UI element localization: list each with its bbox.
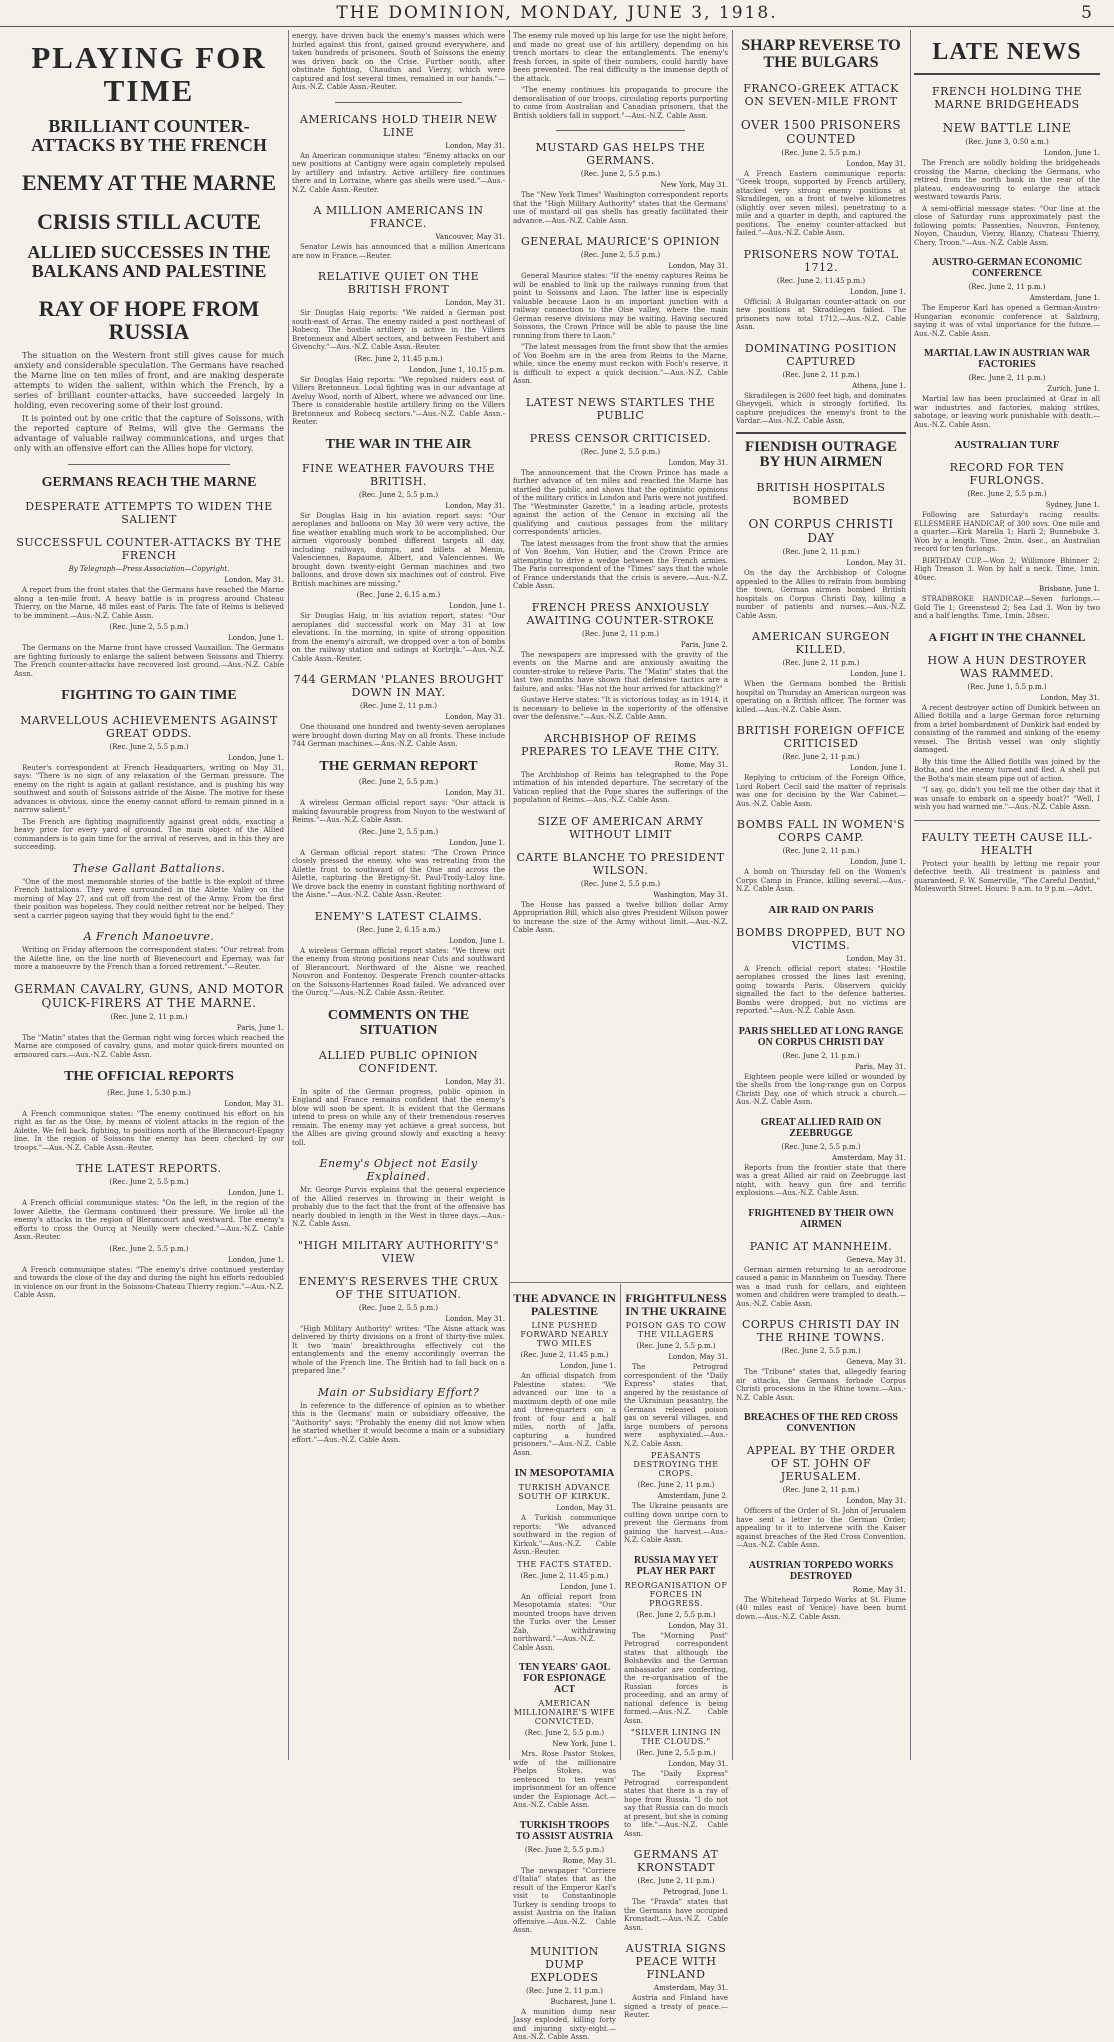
- headline-mustard-gas: MUSTARD GAS HELPS THE GERMANS.: [535, 141, 706, 167]
- dateline: London, May 31.: [1040, 693, 1100, 702]
- column-5: [914, 30, 1100, 1760]
- subhead-silver-lining: "SILVER LINING IN THE CLOUDS.": [630, 1728, 722, 1747]
- subhead-corpus-christi: ON CORPUS CHRISTI DAY: [748, 517, 894, 546]
- dateline: Rome, May 31.: [562, 1856, 616, 1865]
- dateline: London, May 31.: [668, 1621, 728, 1630]
- dateline: London, May 31.: [224, 1099, 284, 1108]
- dateline: London, May 31.: [668, 458, 728, 467]
- dateline: London, June 1.: [560, 1362, 616, 1371]
- masthead-title: THE DOMINION, MONDAY, JUNE 3, 1918.: [336, 3, 778, 23]
- article-paragraph: German airmen returning to an aerodrome caused a panic in Mannheim on Tuesday. There was a mad rush for cellars, and eighteen women and children were trampled to death.—Aus.-N.Z. Cable Assn.: [736, 1265, 906, 1308]
- headline-advance-palestine: THE ADVANCE IN PALESTINE: [513, 1291, 616, 1318]
- dateline: London, June 1.: [560, 1582, 616, 1591]
- received-note: (Rec. June 2, 5.5 p.m.): [636, 1342, 716, 1351]
- article-paragraph: Mr. George Purvis explains that the general experience of the Allied reserves in throwing in their weight is probably due to the fact that the front of the offensive has nearly doubled in length in the West in three days.—Aus.-N.Z. Cable Assn.: [292, 1186, 505, 1229]
- headline-american-army: SIZE OF AMERICAN ARMY WITHOUT LIMIT: [537, 814, 704, 841]
- received-note: (Rec. June 2, 5.5 p.m.): [580, 170, 661, 178]
- subhead-poison-gas: POISON GAS TO COW THE VILLAGERS: [625, 1321, 727, 1340]
- page-number: 5: [1081, 3, 1092, 23]
- article-paragraph: A wireless German official report states: "We threw out the enemy from strong positions near Cuts and southward of Blerancourt. Northward of the Aisne we reached Nouvron and Fontenoy. Desperate French counter-attacks on the Soissons-Hartennes Road failed. We advanced over the Ourcq."—Aus.-N.Z. Cable Assn.-Reuter.: [292, 946, 505, 998]
- subhead-fine-weather: FINE WEATHER FAVOURS THE BRITISH.: [302, 461, 495, 488]
- received-note: (Rec. June 2, 5.5 p.m.): [636, 1610, 716, 1619]
- dateline: Brisbane, June 1.: [1039, 585, 1100, 594]
- dateline: Rome, May 31.: [674, 760, 728, 769]
- article-paragraph: Official: A Bulgarian counter-attack on our new positions at Skradilegen failed. The prisoners now total 1712.—Aus.-N.Z. Cable Assn.: [736, 297, 906, 332]
- received-note: (Rec. June 2, 11 p.m.): [782, 548, 860, 557]
- headline-german-report: THE GERMAN REPORT: [319, 758, 478, 774]
- received-note: (Rec. June 2, 11.45 p.m.): [520, 1351, 609, 1360]
- dateline: Bucharest, June 1.: [550, 1997, 616, 2006]
- article-paragraph: The Germans on the Marne front have crossed Vauxaillon. The Germans are fighting furiously to enlarge the salient between Soissons and Thierry. The French counter-attacks have recovered lost ground.—Aus.-N.Z. Cable Assn.: [14, 644, 284, 678]
- subhead-no-victims: BOMBS DROPPED, BUT NO VICTIMS.: [736, 925, 906, 952]
- dateline: Paris, June 2.: [680, 640, 728, 649]
- subhead-gallant-battalions: These Gallant Battalions.: [72, 861, 226, 875]
- article-paragraph: The "Pravda" states that the Germans have occupied Kronstadt.—Aus.-N.Z. Cable Assn.: [624, 1898, 728, 1932]
- article-paragraph: The Ukraine peasants are cutting down unripe corn to prevent the Germans from gaining the harvest.—Aus.-N.Z. Cable Assn.: [624, 1502, 728, 1545]
- divider: [509, 1282, 732, 1283]
- headline-paris-shelled: PARIS SHELLED AT LONG RANGE ON CORPUS CHRISTI DAY: [738, 1025, 904, 1048]
- received-note: (Rec. June 2, 5.5 p.m.): [109, 1178, 189, 1187]
- column-4: [736, 30, 906, 1760]
- subhead-counter-attacks: SUCCESSFUL COUNTER-ATTACKS BY THE FRENCH: [16, 536, 282, 563]
- subhead-turkish-advance: TURKISH ADVANCE SOUTH OF KIRKUK.: [518, 1483, 611, 1502]
- subhead-marne-bridgeheads: FRENCH HOLDING THE MARNE BRIDGEHEADS: [931, 85, 1083, 112]
- dateline: London, May 31.: [445, 1314, 505, 1323]
- article-paragraph: STRADBROKE HANDICAP.—Seven furlongs.—Gold Tie 1; Greenstead 2; Sea Lad 3. Won by two and a half lengths. Time, 1min. 28sec.: [914, 595, 1100, 621]
- received-note: (Rec. June 2, 5.5 p.m.): [358, 1303, 439, 1312]
- received-note: (Rec. June 2, 11 p.m.): [581, 629, 660, 638]
- received-note: (Rec. June 2, 11 p.m.): [359, 702, 438, 711]
- dateline: London, May 31.: [846, 954, 906, 963]
- received-note: (Rec. June 2, 11 p.m.): [782, 753, 860, 762]
- dateline: Amsterdam, June 2.: [657, 1492, 728, 1501]
- received-note: (Rec. June 2, 11 p.m.): [782, 1486, 860, 1495]
- headline-zeebrugge-raid: GREAT ALLIED RAID ON ZEEBRUGGE: [760, 1116, 882, 1139]
- dateline: Amsterdam, June 1.: [1029, 294, 1100, 303]
- received-note: (Rec. June 2, 5.5 p.m.): [524, 1845, 605, 1854]
- headline-germans-reach-marne: GERMANS REACH THE MARNE: [41, 475, 257, 491]
- article-paragraph: BIRTHDAY CUP.—Won 2; Willimore Bhinner 2; High Treason 3. Won by half a neck. Time, 1min. 40sec.: [914, 556, 1100, 582]
- received-note: (Rec. June 2, 11 p.m.): [782, 1051, 860, 1060]
- headline-enemy-latest-claims: ENEMY'S LATEST CLAIMS.: [314, 909, 483, 923]
- headline-high-military-authority: "HIGH MILITARY AUTHORITY'S" VIEW: [297, 1238, 500, 1265]
- article-paragraph: The "Morning Post" Petrograd correspondent states that although the Bolsheviks and the German ambassador are conferring, the re-organisation of the Russian forces is proceeding, and an army of national defence is being formed.—Aus.-N.Z. Cable Assn.: [624, 1631, 728, 1725]
- article-paragraph: Sir Douglas Haig reports: "We repulsed raiders east of Villers Bretonneux. Local fighting was in our advantage at Aveluy Wood, north of Albert, where we advanced our line. There is considerable hostile artillery firing on the Villers Bretonneux and Robecq sectors."—Aus.-N.Z. Cable Assn.-Reuter.: [292, 375, 505, 426]
- subhead-carte-blanche: CARTE BLANCHE TO PRESIDENT WILSON.: [516, 850, 725, 877]
- headline-relative-quiet: RELATIVE QUIET ON THE BRITISH FRONT: [317, 270, 480, 296]
- article-paragraph: Austria and Finland have signed a treaty of peace.—Reuter.: [624, 1994, 728, 2020]
- article-paragraph: The latest messages from the front show that the armies of Von Boehm, Von Hutier, and the Crown Prince are attempting to drive a wedge between the French armies. The Paris correspondent of the "Times" says that the whole of France understands that the crisis is severe.—Aus.-N.Z. Cable Assn.: [513, 539, 728, 590]
- dateline: Amsterdam, May 31.: [654, 1984, 728, 1993]
- column-rule: [732, 30, 733, 1760]
- subhead-main-subsidiary: Main or Subsidiary Effort?: [317, 1385, 480, 1399]
- column-3a: [513, 1288, 616, 2042]
- article-paragraph: An official report from Mesopotamia states: "Our mounted troops have driven the Turks over the Lesser Zab, withdrawing northward."—Aus.-N.Z. Cable Assn.: [513, 1592, 616, 1652]
- dateline: New York, June 1.: [552, 1740, 616, 1749]
- received-note: (Rec. June 2, 5.5 p.m.): [636, 1749, 716, 1758]
- dateline: London, May 31.: [846, 159, 906, 168]
- article-paragraph: The "Daily Express" Petrograd correspondent states that there is a ray of hope from Russia. "I do not say that Russia can do much at present, but she is coming to life."—Aus.-N.Z. Cable Assn.: [624, 1770, 728, 1838]
- dateline: Rome, May 31.: [852, 1585, 906, 1594]
- headline-late-news: LATE NEWS: [932, 39, 1082, 65]
- column-1: [14, 30, 284, 1760]
- dateline: London, May 31.: [445, 1077, 505, 1086]
- divider: [68, 464, 230, 465]
- headline-americans-hold: AMERICANS HOLD THEIR NEW LINE: [299, 112, 498, 139]
- headline-australian-turf: AUSTRALIAN TURF: [954, 439, 1060, 452]
- lead-paragraph: It is pointed out by one critic that the capture of Soissons, with the reported capture of Reims, will give the Germans the advantage of valuable railway communications, and urges that only with an offensive effort can the Allies hope for victory.: [14, 414, 284, 454]
- article-paragraph: When the Germans bombed the British hospital on Thursday an American surgeon was operating on a British officer. The former was killed.—Aus.-N.Z. Cable Assn.: [736, 680, 906, 714]
- subhead-franco-greek: FRANCO-GREEK ATTACK ON SEVEN-MILE FRONT: [743, 81, 899, 108]
- article-paragraph: Reports from the frontier state that there was a great Allied air raid on Zeebrugge last night, with heavy gun fire and terrific explosions.—Aus.-N.Z. Cable Assn.: [736, 1163, 906, 1198]
- headline-fiendish-outrage: FIENDISH OUTRAGE BY HUN AIRMEN: [744, 438, 898, 471]
- article-paragraph: An American communique states: "Enemy attacks on our new positions at Cantigny were again completely repulsed by artillery and infantry. Active artillery fire continues there and in Lorraine, where gas shells were used."—Aus.-N.Z. Cable Assn.-Reuter.: [292, 151, 505, 194]
- received-note: (Rec. June 2, 5.5 p.m.): [781, 148, 861, 157]
- headline-ray-of-hope: RAY OF HOPE FROM RUSSIA: [38, 295, 260, 344]
- byline: By Telegraph—Press Association—Copyright.: [68, 565, 230, 574]
- article-paragraph: Sir Douglas Haig reports: "We raided a German post south-east of Arras. The enemy raided a post northeast of Robecq. The hostile artillery is active in the Villers Bretonneux and Albert sectors, and between Festubert and Givenchy."—Aus.-N.Z. Cable Assn.-Reuter.: [292, 309, 505, 351]
- article-paragraph: The House has passed a twelve billion dollar Army Appropriation Bill, which also gives President Wilson power to increase the size of the Army without limit.—Aus.-N.Z. Cable Assn.: [513, 900, 728, 934]
- article-paragraph: A French Eastern communique reports: "Greek troops, supported by French artillery, attacked very strong enemy positions at Skradilegen, on a front of twelve kilometres (slightly over seven miles), penetrating to a mile and a quarter in depth, and captured the positions. The enemy counter-attacked but failed."—Aus.-N.Z. Cable Assn.: [736, 169, 906, 238]
- subhead-st-john: APPEAL BY THE ORDER OF ST. JOHN OF JERUSALEM.: [746, 1444, 896, 1484]
- article-paragraph: The enemy rule moved up his large for use the night before, and made no great use of his artillery, depending on his trench mortars to clear the entanglements. The enemy's fresh forces, in spite of their numbers, could hardly have been prevented. The real difficulty is the immense depth of the attack.: [513, 32, 728, 83]
- dateline: London, June 1.: [850, 764, 906, 773]
- dateline: London, June 1.: [228, 1255, 284, 1264]
- dateline: London, May 31.: [668, 1760, 728, 1769]
- dateline: London, June 1.: [449, 602, 505, 611]
- article-paragraph: A French official report states: "Hostile aeroplanes crossed the lines last evening, going towards Paris. Observers quickly signalled the fact to the defence batteries. Bombs were dropped, but no victims are reported."—Aus.-N.Z. Cable Assn.: [736, 964, 906, 1016]
- dateline: London, May 31.: [445, 299, 505, 307]
- column-rule: [620, 1284, 621, 1760]
- received-note: (Rec. June 2, 11 p.m.): [968, 283, 1046, 292]
- received-note: (Rec. June 2, 11 p.m.): [637, 1877, 715, 1886]
- article-paragraph: "I say, go, didn't you tell me the other day that it was unsafe to embark on a speedy boat?" "Well, I wish you had warned me."—Aus.-N.Z. Cable Assn.: [914, 786, 1100, 812]
- subhead-womens-camp: BOMBS FALL IN WOMEN'S CORPS CAMP.: [736, 818, 906, 845]
- subhead-reorganisation: REORGANISATION OF FORCES IN PROGRESS.: [624, 1580, 728, 1608]
- column-rule: [509, 30, 510, 1760]
- received-note: (Rec. June 2, 5.5 p.m.): [109, 623, 189, 632]
- received-note: (Rec. June 2, 5.5 p.m.): [580, 251, 661, 259]
- subhead-surgeon-killed: AMERICAN SURGEON KILLED.: [752, 630, 890, 657]
- subhead-millionaire-wife: AMERICAN MILLIONAIRE'S WIFE CONVICTED.: [513, 1699, 616, 1727]
- article-paragraph: The Whitehead Torpedo Works at St. Fiume (40 miles east of Venice) have been burnt down.—Aus.-N.Z. Cable Assn.: [736, 1595, 906, 1621]
- subhead-new-battle-line: NEW BATTLE LINE: [942, 121, 1072, 136]
- headline-torpedo-works: AUSTRIAN TORPEDO WORKS DESTROYED: [748, 1559, 894, 1582]
- article-paragraph: A bomb on Thursday fell on the Women's Corps Camp in France, killing several.—Aus.-N.Z. Cable Assn.: [736, 868, 906, 894]
- article-paragraph: Sir Douglas Haig, in his aviation report, states: "Our aeroplanes did successful work on May 31 at low elevations. In the morning, in spite of strong opposition from the enemy's aircraft, we dropped over a ton of bombs on the railway station and sidings at Kortrijk."—Aus.-N.Z. Cable Assn.-Reuter.: [292, 612, 505, 663]
- subhead-press-censor: PRESS CENSOR CRITICISED.: [529, 431, 712, 445]
- article-paragraph: Mrs. Rose Pastor Stokes, wife of the millionaire Phelps Stokes, was sentenced to ten years' imprisonment for an offence under the Espionage Act.—Aus.-N.Z. Cable Assn.: [513, 1750, 616, 1810]
- article-paragraph: The "Tribune" states that, allegedly fearing air attacks, the Germans forbade Corpus Christi processions in the Rhine towns.—Aus.-N.Z. Cable Assn.: [736, 1368, 906, 1402]
- subhead-allied-opinion: ALLIED PUBLIC OPINION CONFIDENT.: [318, 1048, 479, 1075]
- column-3: [513, 30, 728, 1280]
- article-paragraph: A wireless German official report says: "Our attack is making favourable progress from Noyon to the westward of Reims."—Aus.-N.Z. Cable Assn.: [292, 799, 505, 825]
- article-paragraph: Reuter's correspondent at French Headquarters, writing on May 31, says: "There is no sign of any relaxation of the German pressure. The enemy on the right is again at gallant resistance, and is pushing his way southwest and south of Soissons astride of the Aisne. The motive for these advances is obvious, since the enemy cannot afford to remain pinned in a narrow salient.": [14, 763, 284, 815]
- article-paragraph: The Archbishop of Reims has telegraphed to the Pope intimation of his intended departure. The secretary of the Vatican replied that the Pope shares the sufferings of the population of Reims.—Aus.-N.Z. Cable Assn.: [513, 770, 728, 804]
- subhead-enemy-object: Enemy's Object not Easily Explained.: [319, 1157, 478, 1184]
- divider: [556, 130, 685, 131]
- column-2: [292, 30, 505, 1760]
- article-paragraph: In spite of the German progress, public opinion in England and France remains confident that the enemy's blow will soon be spent. It is evident that the Germans intend to press on while any of their tremendous reserves remain. The enemy may yet achieve a great success, but the Allies are giving ground slowly and exacting a heavy toll.: [292, 1087, 505, 1147]
- column-rule: [910, 30, 911, 1760]
- dateline: London, May 31.: [445, 501, 505, 510]
- received-note: (Rec. June 2, 11 p.m.): [637, 1481, 715, 1490]
- dateline: London, June 1.: [850, 858, 906, 867]
- subhead-prisoners-total: PRISONERS NOW TOTAL 1712.: [743, 247, 899, 274]
- headline-fight-channel: A FIGHT IN THE CHANNEL: [928, 629, 1086, 644]
- article-paragraph: Gustave Herve states: "It is victorious today, as in 1914, it is necessary to believe in the superiority of the offensive over the defensive."—Aus.-N.Z. Cable Assn.: [513, 696, 728, 721]
- headline-archbishop-reims: ARCHBISHOP OF REIMS PREPARES TO LEAVE THE CITY.: [521, 731, 720, 758]
- headline-air-raid-paris: AIR RAID ON PARIS: [768, 903, 874, 916]
- dateline: London, May 31.: [445, 713, 505, 722]
- dateline: London, June 1.: [228, 753, 284, 762]
- subhead-rhine-towns: CORPUS CHRISTI DAY IN THE RHINE TOWNS.: [741, 1318, 901, 1345]
- dateline: London, June 1.: [228, 1189, 284, 1198]
- subhead-peasants-crops: PEASANTS DESTROYING THE CROPS.: [633, 1451, 719, 1479]
- subhead-dominating-position: DOMINATING POSITION CAPTURED: [744, 341, 898, 368]
- headline-crisis-acute: CRISIS STILL ACUTE: [37, 208, 261, 234]
- received-note: (Rec. June 2, 11 p.m.): [968, 374, 1046, 383]
- dateline: Amsterdam, May 31.: [832, 1153, 906, 1162]
- article-paragraph: General Maurice states: "If the enemy captures Reims he will be enabled to link up the railways running from that point to Soissons and Laon. The latter line is especially valuable because Laon is an important junction with a railway connection to the Oise valley, where the main German reserve divisions may be waiting. Having secured Soissons, the Crown Prince will be able to pause the line running from there to Laon.": [513, 272, 728, 340]
- dateline: Vancouver, May 31.: [435, 233, 505, 241]
- dateline: London, June 1.: [449, 936, 505, 945]
- headline-balkans-palestine: ALLIED SUCCESSES IN THE BALKANS AND PALESTINE: [27, 242, 271, 281]
- headline-german-planes: 744 GERMAN 'PLANES BROUGHT DOWN IN MAY.: [293, 673, 504, 700]
- subhead-facts-stated: THE FACTS STATED.: [517, 1559, 612, 1569]
- headline-frightfulness-ukraine: FRIGHTFULNESS IN THE UKRAINE: [625, 1291, 727, 1318]
- article-paragraph: The Petrograd correspondent of the "Daily Express" states that, angered by the resistance of the Ukrainian peasantry, the Germans released poison gas on several villages, and large numbers of persons were asphyxiated.—Aus.-N.Z. Cable Assn.: [624, 1363, 728, 1448]
- dateline: Athens, June 1.: [852, 381, 906, 390]
- headline-general-maurice: GENERAL MAURICE'S OPINION: [521, 235, 720, 248]
- article-paragraph: A French official communique states: "On the left, in the region of the lower Ailette, the Germans continued their pressure. We broke all the enemy's attacks in the region of Blerancourt and westward. The enemy's efforts to cross the Ourcq at Neuilly were checked."—Aus.-N.Z. Cable Assn.-Reuter.: [14, 1199, 284, 1242]
- article-paragraph: Replying to criticism of the Foreign Office, Lord Robert Cecil said the matter of reprisals was one for decision by the War Cabinet.—Aus.-N.Z. Cable Assn.: [736, 774, 906, 808]
- received-note: (Rec. June 2, 6.15 a.m.): [356, 925, 441, 934]
- article-paragraph: On the day the Archbishop of Cologne appealed to the Allies to refrain from bombing the town, German airmen bombed British hospitals on Corpus Christi Day, killing a number of patients and nurses.—Aus.-N.Z. Cable Assn.: [736, 569, 906, 620]
- headline-german-cavalry: GERMAN CAVALRY, GUNS, AND MOTOR QUICK-FIRERS AT THE MARNE.: [14, 981, 284, 1010]
- received-note: (Rec. June 2, 5.5 p.m.): [580, 879, 661, 888]
- headline-martial-law: MARTIAL LAW IN AUSTRIAN WAR FACTORIES: [924, 348, 1090, 371]
- subhead-hun-destroyer: HOW A HUN DESTROYER WAS RAMMED.: [927, 653, 1087, 680]
- article-paragraph: A semi-official message states: "Our line at the close of Saturday runs approximately past the following points: Passenties, Nouvron, Fontenoy, Noyon, Chaudun, Vierzy, Blanzy, Chateau Thierry, Chery, Troon."—Aus.-N.Z. Cable Assn.: [914, 204, 1100, 247]
- subhead-line-pushed: LINE PUSHED FORWARD NEARLY TWO MILES: [520, 1321, 609, 1349]
- article-paragraph: The "New York Times" Washington correspondent reports that the "High Military Authority" states that the Germans' use of mustard oil gas shells has greatly facilitated their advance.—Aus.-N.Z. Cable Assn.: [513, 191, 728, 225]
- headline-official-reports: THE OFFICIAL REPORTS: [64, 1069, 234, 1085]
- headline-sharp-reverse: SHARP REVERSE TO THE BULGARS: [741, 37, 901, 71]
- dateline: London, May 31.: [668, 262, 728, 270]
- dateline: London, June 1.: [228, 634, 284, 643]
- article-paragraph: The newspapers are impressed with the gravity of the events on the Marne and are anxiously awaiting the counter-stroke to relieve Paris. The "Matin" states that the last two months have shown that defensive tactics are a failure, and asks: "Has not the hour arrived for attacking?": [513, 650, 728, 693]
- dateline: Paris, May 31.: [855, 1062, 906, 1071]
- article-paragraph: A German official report states: "The Crown Prince closely pressed the enemy, who was retreating from the Ailette front to southward of the Oise and across the Ailette, capturing the Bretigny-St. Paul-Troily-Laloy line. We drove back the enemy in constant fighting northward of the Aisne."—Aus.-N.Z. Cable Assn.-Reuter.: [292, 848, 505, 900]
- received-note: (Rec. June 2, 11 p.m.): [782, 659, 860, 668]
- dateline: Washington, May 31.: [653, 890, 728, 899]
- column-3b: [624, 1288, 728, 2020]
- article-paragraph: The newspaper "Corriere d'Italia" states that as the result of the Emperor Karl's visit to Constantinople Turkey is sending troops to assist Austria on the Italian offensive.—Aus.-N.Z. Cable Assn.: [513, 1866, 616, 1935]
- dateline: London, May 31.: [224, 576, 284, 585]
- dateline: London, May 31.: [445, 789, 505, 798]
- headline-latest-news-startles: LATEST NEWS STARTLES THE PUBLIC: [525, 395, 716, 422]
- column-rule: [288, 30, 289, 1760]
- article-paragraph: One thousand one hundred and twenty-seven aeroplanes were brought down during May on all fronts. These include 744 German machines.—Aus.-N.Z. Cable Assn.: [292, 723, 505, 749]
- article-paragraph: Officers of the Order of St. John of Jerusalem have sent a letter to the German Order, appealing to it to intervene with the Kaiser against breaches of the Red Cross Convention.—Aus.-N.Z. Cable Assn.: [736, 1507, 906, 1550]
- headline-mesopotamia: IN MESOPOTAMIA: [514, 1467, 615, 1480]
- article-paragraph: A recent destroyer action off Dunkirk between an Allied flotilla and a large German force returning from a brief bombardment of Dunkirk had ended by consisting of the rammed and sinking of the enemy vessel. The British vessel was only slightly damaged.: [914, 703, 1100, 755]
- advert-text: Protect your health by letting me repair your defective teeth. All treatment is painless and guaranteed. F. W. Somerville, "The Careful Dentist," Molesworth Street. Hours: 9 a.m. to 9 p.m.—Advt.: [914, 859, 1100, 894]
- article-paragraph: An official dispatch from Palestine states: "We advanced our line to a maximum depth of one mile and three-quarters on a front of four and a half miles, north of Jaffa, capturing a hundred prisoners."—Aus.-N.Z. Cable Assn.: [513, 1372, 616, 1457]
- headline-russia-may-yet: RUSSIA MAY YET PLAY HER PART: [634, 1554, 718, 1577]
- headline-million-americans: A MILLION AMERICANS IN FRANCE.: [313, 204, 484, 230]
- received-note: (Rec. June 2, 5.5 p.m.): [358, 778, 439, 787]
- received-note: (Rec. June 2, 5.5 p.m.): [358, 490, 439, 499]
- dateline: London, May 31.: [445, 141, 505, 150]
- dateline: London, May 31.: [556, 1504, 616, 1513]
- article-paragraph: "The enemy continues his propaganda to procure the demoralisation of our troops, circulating reports purporting to come from Australian and Canadian prisoners, that the British soldiers fall in support."—Aus.-N.Z. Cable Assn.: [513, 86, 728, 120]
- received-note: (Rec. June 2, 11 p.m.): [110, 1012, 188, 1021]
- received-note: (Rec. June 2, 11 p.m.): [525, 1986, 604, 1995]
- article-paragraph: energy, have driven back the enemy's masses which were hurled against this front, gained ground everywhere, and taken hundreds of prisoners. South of Soissons the enemy was driven back on the Crise. Further south, after obstinate fighting, Chaudun and Vierzy, which were captured and lost several times, remained in our hands."—Aus.-N.Z. Cable Assn.-Reuter.: [292, 32, 505, 91]
- received-note: (Rec. June 2, 5.5 p.m.): [524, 1729, 605, 1738]
- received-note: (Rec. June 2, 11.45 p.m.): [354, 354, 443, 363]
- divider: [736, 432, 906, 434]
- subhead-ten-furlongs: RECORD FOR TEN FURLONGS.: [949, 461, 1065, 488]
- dateline: London, May 31.: [668, 1353, 728, 1362]
- dateline: Zurich, June 1.: [1047, 385, 1100, 394]
- dateline: London, May 31.: [846, 559, 906, 568]
- received-note: (Rec. June 2, 5.5 p.m.): [358, 827, 439, 836]
- article-paragraph: A French communique states: "The enemy continued his effort on his right as far as the Oise, by means of violent attacks in the region of the Ailette. We fell back, fighting, to positions north of the Blerancourt-Epagny line. In the region of Soissons the enemy has been checked by our troops."—Aus.-N.Z. Cable Assn.-Reuter.: [14, 1109, 284, 1152]
- divider: [914, 820, 1100, 821]
- headline-comments-situation: COMMENTS ON THE SITUATION: [327, 1007, 470, 1039]
- article-paragraph: The Emperor Karl has opened a German-Austro-Hungarian economic conference at Salzburg, saying it was of vital importance for the future.—Aus.-N.Z. Cable Assn.: [914, 304, 1100, 338]
- article-paragraph: In reference to the difference of opinion as to whether this is the Germans' main or subsidiary offensive, the "Authority" says: "Probably the enemy did not know when he started whether it would become a main or a subsidiary effort."—Aus.-N.Z. Cable Assn.: [292, 1401, 505, 1444]
- headline-french-press: FRENCH PRESS ANXIOUSLY AWAITING COUNTER-STROKE: [526, 600, 715, 627]
- headline-counter-attacks: BRILLIANT COUNTER-ATTACKS BY THE FRENCH: [31, 116, 267, 155]
- headline-turkish-troops: TURKISH TROOPS TO ASSIST AUSTRIA: [515, 1819, 614, 1842]
- article-paragraph: By this time the Allied flotilla was joined by the Botha, and the enemy turned and fled. A shell put the Botha's main steam pipe out of action.: [914, 757, 1100, 783]
- headline-enemy-marne: ENEMY AT THE MARNE: [21, 169, 277, 195]
- subhead-marvellous-achievements: MARVELLOUS ACHIEVEMENTS AGAINST GREAT ODDS.: [20, 713, 278, 740]
- dateline: Petrograd, June 1.: [663, 1888, 728, 1897]
- dateline: Geneva, May 31.: [846, 1358, 906, 1367]
- article-paragraph: Skradilegen is 2600 feet high, and dominates Gheyvgeli, which is strongly fortified. Its capture prejudices the enemy's front to the Vardar.—Aus.-N.Z. Cable Assn.: [736, 391, 906, 426]
- received-note: (Rec. June 1, 5.30 p.m.): [107, 1088, 191, 1097]
- article-paragraph: A report from the front states that the Germans have reached the Marne along a ten-mile front. A heavy battle is in progress around Chateau Thierry, on the Marne, 48 miles east of Paris. The fate of Reims is believed to be imminent.—Aus.-N.Z. Cable Assn.: [14, 586, 284, 620]
- divider: [914, 73, 1100, 75]
- received-note: (Rec. June 2, 5.5 p.m.): [781, 1347, 861, 1356]
- article-paragraph: Following are Saturday's racing results: ELLESMERE HANDICAP, of 300 sovs. One mile and a quarter.—Kirk Marella 1; Harli 2; Bunnebuke 3. Won by a length. Time, 2min. 4sec., an Australian record for ten furlongs.: [914, 511, 1100, 554]
- article-paragraph: The French are fighting magnificently against great odds, exacting a heavy price for every yard of ground. The main object of the Allied commanders is to gain time for the arrival of reserves, and in this they are succeeding.: [14, 817, 284, 852]
- received-note: (Rec. June 1, 5.5 p.m.): [967, 682, 1047, 691]
- received-note: (Rec. June 2, 6.15 a.m.): [356, 591, 441, 600]
- article-paragraph: "High Military Authority" writes: "The Aisne attack was delivered by thirty divisions on a front of thirty-five miles. It two 'main' breakthroughs effectively cut the entanglements and the enemy accordingly overran the whole of the French line. The British had to fall back on a prepared line.": [292, 1324, 505, 1376]
- dateline: London, June 1.: [449, 838, 505, 847]
- dateline: London, May 31.: [846, 1497, 906, 1506]
- dateline: New York, May 31.: [660, 181, 728, 189]
- article-paragraph: The French are solidly holding the bridgeheads crossing the Marne, checking the Germans, who retired from the north bank in the rear of the plateau, endeavouring to enlarge the attack westward towards Paris.: [914, 159, 1100, 202]
- received-note: (Rec. June 3, 0.50 a.m.): [965, 138, 1049, 147]
- headline-red-cross: BREACHES OF THE RED CROSS CONVENTION: [744, 1412, 898, 1435]
- received-note: (Rec. June 2, 5.5 p.m.): [781, 1142, 861, 1151]
- headline-germans-kronstadt: GERMANS AT KRONSTADT: [633, 1848, 719, 1875]
- article-paragraph: "The latest messages from the front show that the armies of Von Boehm are in the area from Reims to the Marne, while, since the enemy must reckon with Foch's reserve, it is difficult to expect a quick decision."—Aus.-N.Z. Cable Assn.: [513, 343, 728, 385]
- headline-austria-finland: AUSTRIA SIGNS PEACE WITH FINLAND: [625, 1942, 727, 1982]
- article-paragraph: Eighteen people were killed or wounded by the shells from the long-range gun on Corpus Christi Day, one of which struck a church.—Aus.-N.Z. Cable Assn.: [736, 1072, 906, 1107]
- masthead: [0, 0, 1114, 27]
- dateline: London, June 1, 10.15 p.m.: [409, 365, 505, 374]
- subhead-enemy-reserves: ENEMY'S RESERVES THE CRUX OF THE SITUATION.: [298, 1274, 499, 1301]
- headline-playing-for-time: PLAYING FOR TIME: [31, 40, 267, 108]
- headline-munition-dump: MUNITION DUMP EXPLODES: [530, 1944, 599, 1984]
- received-note: (Rec. June 2, 11 p.m.): [782, 370, 860, 379]
- article-paragraph: Writing on Friday afternoon the correspondent states: "Our retreat from the Ailette line, on the line north of Bievenecourt and Epernay, was far more a manoeuvre by the French than a forced retirement."—Reuter.: [14, 946, 284, 972]
- dateline: Sydney, June 1.: [1045, 501, 1100, 510]
- lead-paragraph: The situation on the Western front still gives cause for much anxiety and considerable speculation. The Germans have reached the Marne line on ten miles of front, and are making desperate attempts to widen the salient, within which the French, by a series of brilliant counter-attacks, have succeeded largely in holding, even recovering some of their lost ground.: [14, 351, 284, 411]
- article-paragraph: "One of the most memorable stories of the battle is the exploit of three French battalions. They were surrounded in the Ailette Valley on the morning of May 27, and cut off from the rest of the Army. From the first their position was hopeless. They could neither retreat nor be helped. They sent a carrier pigeon saying that they would fight to the end.": [14, 877, 284, 920]
- subhead-salient: DESPERATE ATTEMPTS TO WIDEN THE SALIENT: [25, 500, 273, 527]
- subhead-panic-mannheim: PANIC AT MANNHEIM.: [749, 1239, 893, 1253]
- dateline: London, June 1.: [850, 287, 906, 296]
- received-note: (Rec. June 2, 11.45 p.m.): [776, 276, 866, 285]
- received-note: (Rec. June 2, 11.45 p.m.): [520, 1571, 609, 1580]
- received-note: (Rec. June 2, 5.5 p.m.): [109, 1244, 189, 1253]
- article-paragraph: The announcement that the Crown Prince has made a further advance of ten miles and reached the Marne has startled the public, and shows that the optimistic opinions of the military critics in London and Paris were not justified. The "Westminster Gazette," in a leading article, protests against the action of the Censor in excising all the qualifying and cautious passages from the military correspondents' articles.: [513, 468, 728, 536]
- received-note: (Rec. June 2, 5.5 p.m.): [580, 447, 661, 456]
- headline-war-in-air: THE WAR IN THE AIR: [325, 436, 472, 452]
- article-paragraph: Sir Douglas Haig in his aviation report says: "Our aeroplanes and balloons on May 30 were very active, the fine weather enabling much work to be accomplished. Our airmen vigorously bombed different targets all day, including railways, dumps, and billets at Menin, Valenciennes, Bapaume, Albert, and Valenciennes. We brought down twenty-eight German machines and two balloons, and drove down six machines out of control. Five British machines are missing.": [292, 511, 505, 588]
- article-paragraph: The "Matin" states that the German right wing forces which reached the Marne are composed of cavalry, guns, and motor quick-firers mounted on armoured cars.—Aus.-N.Z. Cable Assn.: [14, 1033, 284, 1059]
- divider: [335, 102, 463, 103]
- headline-fighting-to-gain-time: FIGHTING TO GAIN TIME: [61, 688, 237, 704]
- dateline: Geneva, May 31.: [846, 1255, 906, 1264]
- article-paragraph: Senator Lewis has announced that a million Americans are now in France.—Reuter.: [292, 243, 505, 260]
- dateline: London, June 1.: [850, 670, 906, 679]
- dateline: Paris, June 1.: [236, 1023, 284, 1032]
- subhead-hospitals-bombed: BRITISH HOSPITALS BOMBED: [756, 481, 886, 508]
- received-note: (Rec. June 2, 5.5 p.m.): [109, 742, 189, 751]
- headline-ten-years-gaol: TEN YEARS' GAOL FOR ESPIONAGE ACT: [518, 1662, 611, 1696]
- received-note: (Rec. June 2, 11 p.m.): [782, 847, 860, 856]
- article-paragraph: A Turkish communique reports: "We advanced southward in the region of Kirkuk."—Aus.-N.Z. Cable Assn.-Reuter.: [513, 1514, 616, 1557]
- article-paragraph: A munition dump near Jassy exploded, killing forty and injuring sixty-eight.—Aus.-N.Z. Cable Assn.: [513, 2007, 616, 2042]
- subhead-french-manoeuvre: A French Manoeuvre.: [83, 930, 215, 944]
- subhead-1500-prisoners: OVER 1500 PRISONERS COUNTED: [740, 117, 902, 146]
- advert-heading: FAULTY TEETH CAUSE ILL-HEALTH: [921, 830, 1093, 857]
- headline-frightened-airmen: FRIGHTENED BY THEIR OWN AIRMEN: [748, 1207, 894, 1230]
- article-paragraph: Martial law has been proclaimed at Graz in all war industries and factories, making strikes, sabotage, or leaving work punishable with death.—Aus.-N.Z. Cable Assn.: [914, 395, 1100, 429]
- article-paragraph: A French communique states: "The enemy's drive continued yesterday and towards the close of the day and during the night his efforts redoubled in violence on our front in the Soissons-Chateau Thierry region."—Aus.-N.Z. Cable Assn.: [14, 1265, 284, 1300]
- subhead-latest-reports: THE LATEST REPORTS.: [76, 1162, 222, 1176]
- dateline: London, June 1.: [1044, 149, 1100, 158]
- headline-economic-conference: AUSTRO-GERMAN ECONOMIC CONFERENCE: [931, 257, 1083, 280]
- subhead-foreign-office: BRITISH FOREIGN OFFICE CRITICISED: [736, 724, 906, 751]
- received-note: (Rec. June 2, 5.5 p.m.): [967, 490, 1047, 499]
